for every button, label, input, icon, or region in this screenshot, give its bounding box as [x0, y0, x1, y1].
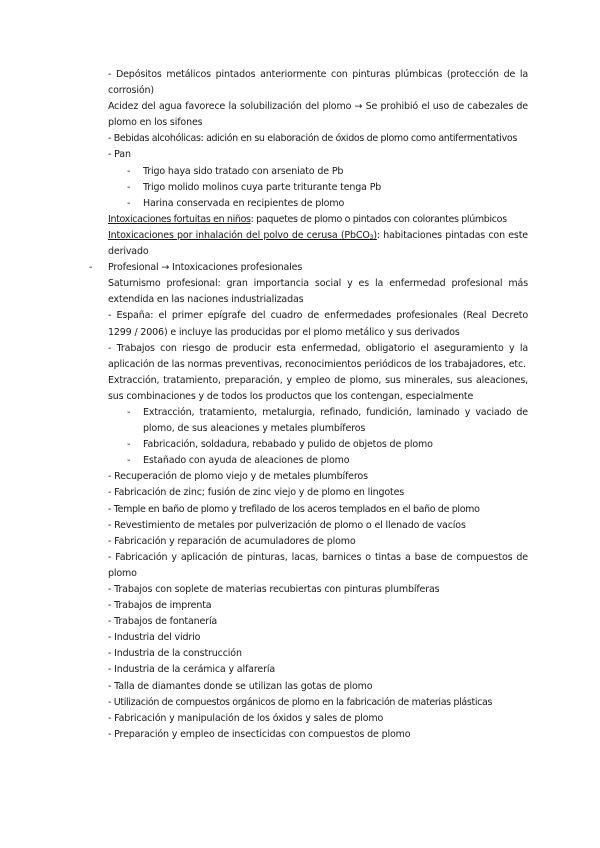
paragraph: - Trabajos de fontanería: [108, 616, 218, 628]
list-item: [108, 180, 528, 196]
bullet-dash: -: [127, 181, 131, 193]
paragraph: - Recuperación de plomo viejo y de metales plumbíferos: [108, 471, 368, 483]
underlined-term: Intoxicaciones fortuitas en niños: [108, 213, 251, 225]
bullet-dash: -: [127, 406, 131, 418]
paragraph: - Preparación y empleo de insecticidas con compuestos de plomo: [108, 728, 411, 740]
underlined-term: [108, 230, 377, 241]
paragraph: - Fabricación de zinc; fusión de zinc viejo y de plomo en lingotes: [108, 487, 405, 499]
underlined-term-close: ): [373, 229, 377, 241]
list-item: [89, 260, 528, 276]
list-item: [108, 164, 528, 180]
list-item-text: Fabricación, soldadura, rebabado y pulido de objetos de plomo: [143, 439, 433, 451]
underlined-term-text: Intoxicaciones por inhalación del polvo de cerusa (PbCO: [108, 229, 370, 241]
list-item-text: Estañado con ayuda de aleaciones de plomo: [143, 455, 350, 467]
paragraph: - Utilización de compuestos orgánicos de plomo en la fabricación de materias plásticas: [108, 696, 493, 708]
paragraph: - Industria del vidrio: [108, 632, 201, 644]
list-item: [108, 453, 528, 469]
paragraph: - Bebidas alcohólicas: adición en su elaboración de óxidos de plomo como antifermentativos: [108, 133, 517, 145]
paragraph: - Talla de diamantes donde se utilizan las gotas de plomo: [108, 680, 373, 692]
paragraph: - Trabajos con riesgo de producir esta enfermedad, obligatorio el aseguramiento y la aplicación de las normas preventivas, reconocimientos periódicos de los trabajadores, etc.: [108, 342, 528, 370]
paragraph: [108, 212, 528, 228]
list-item: [108, 405, 528, 437]
list-item: [108, 437, 528, 453]
list-item: [108, 196, 528, 212]
paragraph-text: : paquetes de plomo o pintados con colorantes plúmbicos: [250, 213, 507, 225]
paragraph: Saturnismo profesional: gran importancia social y es la enfermedad profesional más extendida en las naciones industrializadas: [108, 278, 528, 306]
bullet-dash: -: [127, 197, 131, 209]
list-item-text: Profesional → Intoxicaciones profesionales: [108, 262, 303, 274]
paragraph-text: : habitaciones pintadas con este derivado: [108, 229, 528, 258]
document-body: [89, 67, 528, 743]
list-item-text: Extracción, tratamiento, metalurgia, refinado, fundición, laminado y vaciado de plomo, de sus aleaciones y metales plumbíferos: [143, 406, 528, 435]
paragraph: - Fabricación y aplicación de pinturas, lacas, barnices o tintas a base de compuestos de plomo: [108, 551, 528, 579]
paragraph: [108, 228, 528, 260]
paragraph: - Fabricación y manipulación de los óxidos y sales de plomo: [108, 712, 384, 724]
bullet-dash: -: [127, 165, 131, 177]
paragraph: - Depósitos metálicos pintados anteriormente con pinturas plúmbicas (protección de la corrosión): [108, 69, 528, 97]
paragraph: - Industria de la cerámica y alfarería: [108, 664, 275, 676]
list-item-text: Trigo molido molinos cuya parte triturante tenga Pb: [143, 181, 382, 193]
paragraph: - Trabajos con soplete de materias recubiertas con pinturas plumbíferas: [108, 584, 440, 595]
paragraph: - Temple en baño de plomo y trefilado de los aceros templados en el baño de plomo: [108, 503, 480, 515]
paragraph: - España: el primer epígrafe del cuadro de enfermedades profesionales (Real Decreto 1299 / 2006) e incluye las producidas por el plomo metálico y sus derivados: [108, 310, 528, 338]
bullet-dash: -: [89, 262, 93, 274]
bullet-dash: -: [127, 439, 131, 451]
paragraph: - Trabajos de imprenta: [108, 600, 212, 612]
paragraph: Acidez del agua favorece la solubilización del plomo → Se prohibió el uso de cabezales de plomo en los sifones: [108, 101, 528, 129]
paragraph: - Fabricación y reparación de acumuladores de plomo: [108, 535, 356, 547]
paragraph: Extracción, tratamiento, preparación, y empleo de plomo, sus minerales, sus aleaciones, sus combinaciones y de todos los productos que los contengan, especialmente: [108, 374, 528, 402]
paragraph: - Industria de la construcción: [108, 648, 242, 660]
subscript: 3: [369, 233, 374, 241]
list-item-text: Trigo haya sido tratado con arseniato de Pb: [143, 165, 344, 177]
bullet-dash: -: [127, 455, 131, 467]
list-item-text: Harina conservada en recipientes de plomo: [143, 197, 345, 209]
paragraph: - Pan: [108, 149, 131, 161]
paragraph: - Revestimiento de metales por pulverización de plomo o el llenado de vacíos: [108, 519, 466, 531]
